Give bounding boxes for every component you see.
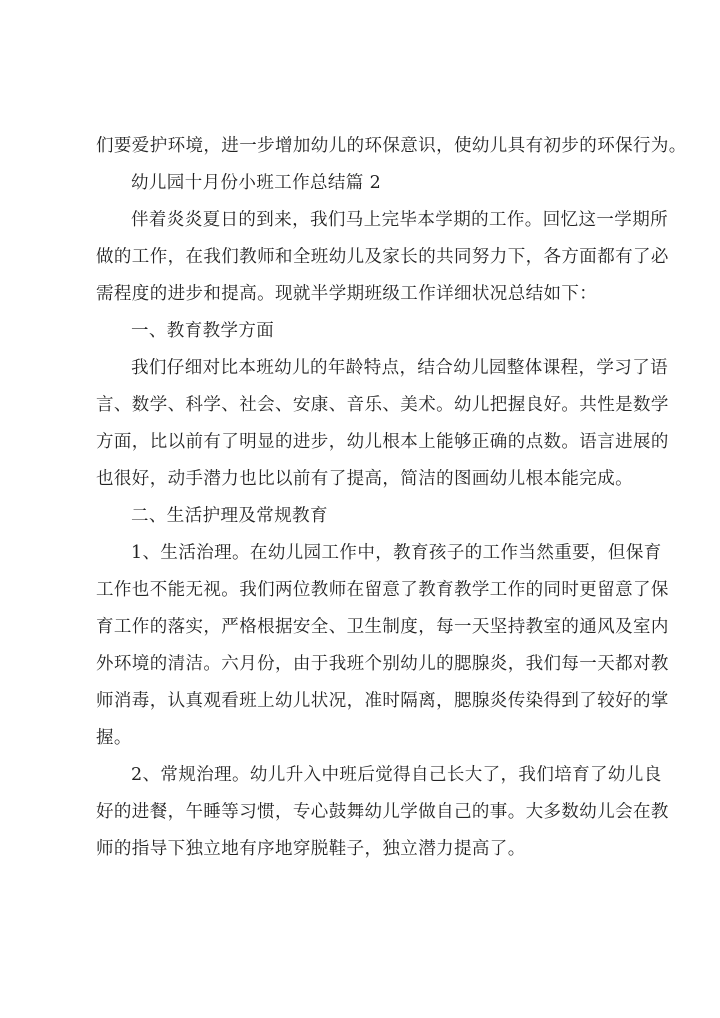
paragraph-line: 育工作的落实，严格根据安全、卫生制度，每一天坚持教室的通风及室内 (96, 617, 669, 637)
paragraph-line: 们要爱护环境，进一步增加幼儿的环保意识，使幼儿具有初步的环保行为。 (96, 136, 687, 156)
paragraph-line: 我们仔细对比本班幼儿的年龄特点，结合幼儿园整体课程，学习了语 (131, 358, 668, 378)
paragraph-line: 也很好，动手潜力也比以前有了提高，简洁的图画幼儿根本能完成。 (96, 469, 633, 489)
paragraph-line: 握。 (96, 728, 132, 748)
paragraph-line: 做的工作，在我们教师和全班幼儿及家长的共同努力下，各方面都有了必 (96, 247, 669, 267)
paragraph-line: 外环境的清洁。六月份，由于我班个别幼儿的腮腺炎，我们每一天都对教 (96, 654, 669, 674)
paragraph-line: 言、数学、科学、社会、安康、音乐、美术。幼儿把握良好。共性是数学 (96, 395, 669, 415)
section-heading: 一、教育教学方面 (131, 321, 275, 341)
paragraph-line: 2、常规治理。幼儿升入中班后觉得自己长大了，我们培育了幼儿良 (131, 765, 662, 785)
section-title: 幼儿园十月份小班工作总结篇 2 (131, 173, 382, 193)
document-body (96, 128, 687, 868)
paragraph-line: 工作也不能无视。我们两位教师在留意了教育教学工作的同时更留意了保 (96, 580, 669, 600)
paragraph-line: 需程度的进步和提高。现就半学期班级工作详细状况总结如下： (96, 284, 598, 304)
paragraph-line: 1、生活治理。在幼儿园工作中，教育孩子的工作当然重要，但保育 (131, 543, 662, 563)
paragraph-line: 师的指导下独立地有序地穿脱鞋子，独立潜力提高了。 (96, 839, 526, 859)
paragraph-line: 好的进餐，午睡等习惯，专心鼓舞幼儿学做自己的事。大多数幼儿会在教 (96, 802, 669, 822)
paragraph-line: 方面，比以前有了明显的进步，幼儿根本上能够正确的点数。语言进展的 (96, 432, 669, 452)
paragraph-line: 伴着炎炎夏日的到来，我们马上完毕本学期的工作。回忆这一学期所 (131, 210, 668, 230)
section-heading: 二、生活护理及常规教育 (131, 506, 328, 526)
paragraph-line: 师消毒，认真观看班上幼儿状况，准时隔离，腮腺炎传染得到了较好的掌 (96, 691, 669, 711)
